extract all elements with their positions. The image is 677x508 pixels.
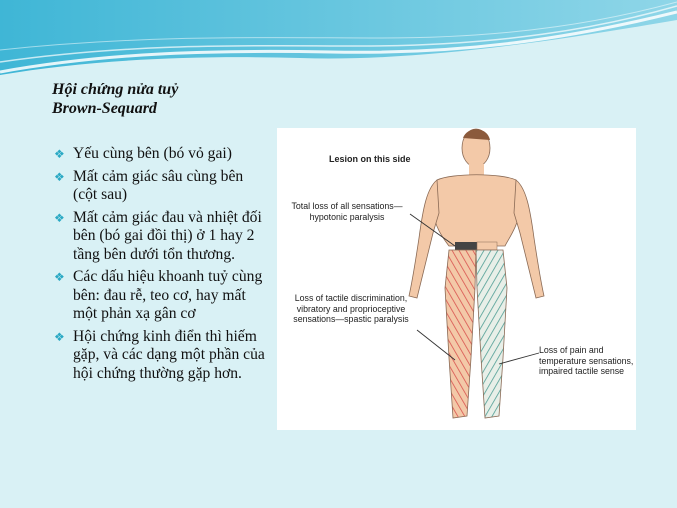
bullet-item: ❖ Hội chứng kinh điển thì hiếm gặp, và các dạng một phần của hội chứng thường gặp hơn. — [54, 327, 265, 382]
slide-title — [52, 80, 282, 118]
diamond-flower-icon: ❖ — [54, 169, 65, 184]
diamond-flower-icon: ❖ — [54, 210, 65, 225]
tactile-loss-label: Loss of tactile discrimination, vibratory and proprioceptive sensations—spastic paralysis — [293, 293, 409, 324]
header-wave-decoration — [0, 0, 677, 90]
diamond-flower-icon: ❖ — [54, 329, 65, 344]
lesion-side-label: Lesion on this side — [329, 154, 411, 164]
bullet-item: ❖ Các dấu hiệu khoanh tuỷ cùng bên: đau rễ, teo cơ, hay mất một phản xạ gân cơ — [54, 268, 263, 322]
total-loss-label: Total loss of all sensations— hypotonic paralysis — [291, 201, 403, 222]
title-line-1: Hội chứng nửa tuỷ — [52, 81, 179, 98]
bullet-item: ❖ Yếu cùng bên (bó vỏ gai) — [54, 145, 232, 162]
diamond-flower-icon: ❖ — [54, 147, 65, 161]
bullet-list — [54, 145, 266, 387]
brown-sequard-figure — [277, 128, 636, 430]
body-illustration — [277, 128, 636, 430]
bullet-item: ❖ Mất cảm giác sâu cùng bên (cột sau) — [54, 167, 244, 203]
bullet-item: ❖ Mất cảm giác đau và nhiệt đối bên (bó gai đồi thị) ở 1 hay 2 tầng bên dưới tổn thương. — [54, 208, 262, 263]
title-line-2: Brown-Sequard — [52, 100, 157, 117]
diamond-flower-icon: ❖ — [54, 270, 65, 284]
pain-temperature-loss-label: Loss of pain and temperature sensations, impaired tactile sense — [539, 345, 634, 376]
